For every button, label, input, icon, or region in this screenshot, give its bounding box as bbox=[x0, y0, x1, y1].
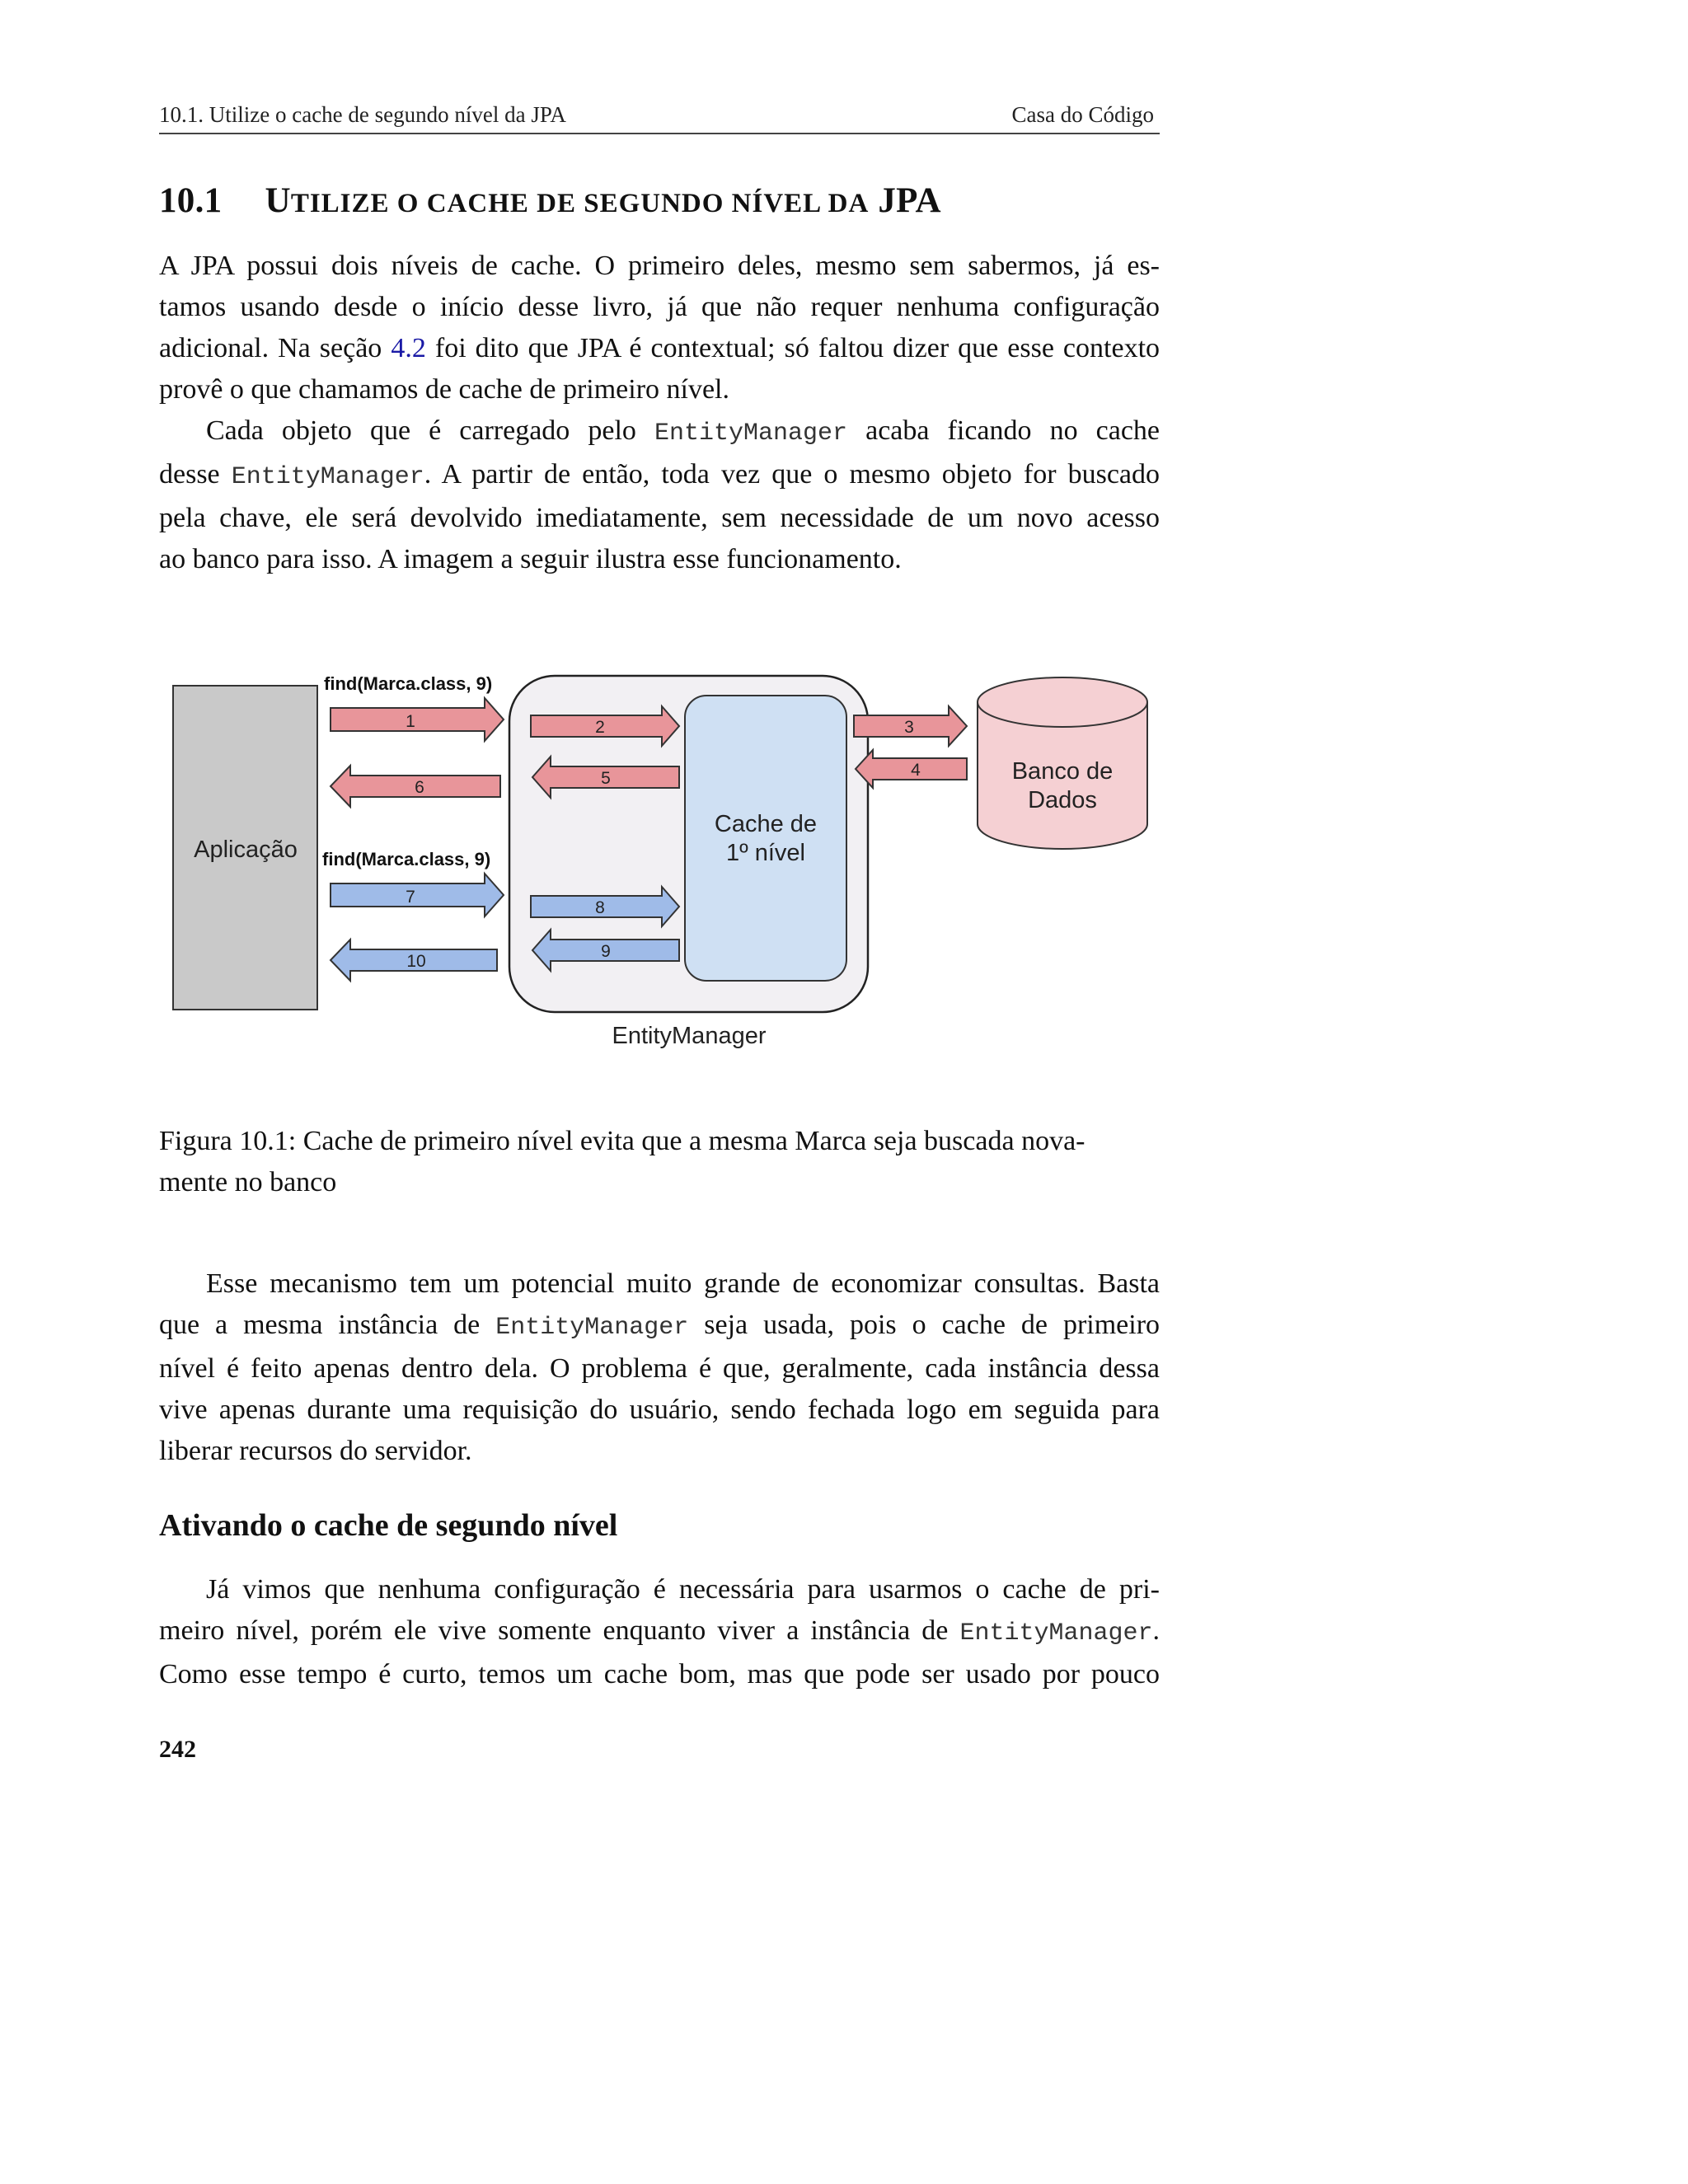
arrow-10-label: 10 bbox=[406, 952, 426, 971]
application-label: Aplicação bbox=[194, 837, 298, 863]
cache-label-line-2: 1º nível bbox=[725, 840, 806, 866]
figure-caption-line-2: mente no banco bbox=[159, 1167, 337, 1197]
arrow-8-label: 8 bbox=[595, 898, 605, 917]
p2-line-1-start: Cada objeto que é carregado pelo bbox=[206, 415, 636, 446]
find-call-label-1: find(Marca.class, 9) bbox=[324, 673, 493, 694]
arrow-2-label: 2 bbox=[595, 718, 605, 737]
paragraph-2-line-3: pela chave, ele será devolvido imediatamente, sem necessidade de um novo acesso bbox=[159, 503, 1160, 533]
running-header-book-title: Casa do Código bbox=[1011, 102, 1154, 127]
p2-line-1-end: acaba ficando no cache bbox=[865, 415, 1160, 446]
paragraph-1-line-2: tamos usando desde o início desse livro, já que não requer nenhuma configuração bbox=[159, 292, 1160, 322]
figure-caption bbox=[159, 1121, 1160, 1203]
p2-line-2-start: desse bbox=[159, 459, 220, 490]
page-number: 242 bbox=[159, 1736, 196, 1763]
section-4-2-link[interactable]: 4.2 bbox=[391, 333, 426, 363]
p4-line-2-start: meiro nível, porém ele vive somente enquanto viver a instância de bbox=[159, 1615, 949, 1646]
paragraph-3-line-2 bbox=[159, 1305, 1160, 1348]
paragraph-1 bbox=[159, 246, 1160, 410]
paragraph-1-line-3 bbox=[159, 328, 1160, 369]
entity-manager-code: EntityManager bbox=[231, 463, 424, 491]
database-label-line-2: Dados bbox=[1028, 787, 1097, 813]
p1-line-3-end: foi dito que JPA é contextual; só faltou dizer que esse contexto bbox=[434, 333, 1160, 363]
running-header-section: 10.1. Utilize o cache de segundo nível da JPA bbox=[159, 102, 566, 127]
arrow-4-label: 4 bbox=[911, 761, 921, 780]
arrow-5-label: 5 bbox=[601, 769, 611, 788]
paragraph-3-line-4: vive apenas durante uma requisição do usuário, sendo fechada logo em seguida para bbox=[159, 1394, 1160, 1425]
p1-line-3-start: adicional. Na seção bbox=[159, 333, 382, 363]
arrow-7-right bbox=[331, 874, 504, 916]
header-rule bbox=[159, 133, 1160, 134]
cache-label-line-1: Cache de bbox=[714, 811, 818, 837]
section-title-tail: JPA bbox=[878, 181, 941, 220]
cache-diagram bbox=[159, 659, 1160, 1055]
arrow-7-label: 7 bbox=[406, 888, 415, 907]
paragraph-3-line-3: nível é feito apenas dentro dela. O problema é que, geralmente, cada instância dessa bbox=[159, 1353, 1160, 1384]
database-label-line-1: Banco de bbox=[1011, 758, 1114, 785]
cache-box bbox=[685, 696, 846, 981]
figure-caption-line-1: Figura 10.1: Cache de primeiro nível evita que a mesma Marca seja buscada nova- bbox=[159, 1126, 1085, 1156]
paragraph-2 bbox=[159, 410, 1160, 580]
p3-line-2-end: seja usada, pois o cache de primeiro bbox=[704, 1310, 1160, 1340]
subsection-heading: Ativando o cache de segundo nível bbox=[159, 1508, 618, 1543]
entity-manager-code: EntityManager bbox=[495, 1314, 689, 1342]
cache-diagram-figure bbox=[159, 659, 1160, 1055]
section-number: 10.1 bbox=[159, 181, 223, 220]
p2-line-2-end: . A partir de então, toda vez que o mesmo objeto for buscado bbox=[424, 459, 1160, 490]
arrow-9-label: 9 bbox=[601, 942, 611, 961]
section-title-initial: U bbox=[265, 181, 291, 220]
arrow-6-label: 6 bbox=[415, 778, 424, 797]
arrow-3-label: 3 bbox=[904, 718, 914, 737]
paragraph-4-line-1: Já vimos que nenhuma configuração é necessária para usarmos o cache de pri- bbox=[206, 1574, 1160, 1605]
entity-manager-code: EntityManager bbox=[654, 419, 848, 448]
p3-line-2-start: que a mesma instância de bbox=[159, 1310, 481, 1340]
paragraph-2-line-1 bbox=[159, 410, 1160, 454]
find-call-label-2: find(Marca.class, 9) bbox=[322, 849, 491, 869]
section-title-rest: TILIZE O CACHE DE SEGUNDO NÍVEL DA bbox=[290, 189, 870, 218]
paragraph-3-line-1: Esse mecanismo tem um potencial muito grande de economizar consultas. Basta bbox=[206, 1268, 1160, 1299]
p4-line-2-end: . bbox=[1152, 1615, 1160, 1646]
paragraph-2-line-2 bbox=[159, 454, 1160, 498]
entity-manager-label: EntityManager bbox=[612, 1023, 767, 1049]
paragraph-4-line-3: Como esse tempo é curto, temos um cache bom, mas que pode ser usado por pouco bbox=[159, 1659, 1160, 1690]
paragraph-1-line-1: A JPA possui dois níveis de cache. O primeiro deles, mesmo sem sabermos, já es- bbox=[159, 251, 1160, 281]
entity-manager-code: EntityManager bbox=[959, 1619, 1153, 1647]
paragraph-2-line-4: ao banco para isso. A imagem a seguir ilustra esse funcionamento. bbox=[159, 544, 902, 574]
paragraph-1-line-4: provê o que chamamos de cache de primeiro nível. bbox=[159, 374, 730, 405]
paragraph-3 bbox=[159, 1263, 1160, 1472]
section-heading bbox=[159, 180, 941, 221]
arrow-1-right bbox=[331, 698, 504, 741]
paragraph-4 bbox=[159, 1569, 1160, 1695]
arrow-1-label: 1 bbox=[406, 712, 415, 731]
paragraph-4-line-2 bbox=[159, 1610, 1160, 1654]
paragraph-3-line-5: liberar recursos do servidor. bbox=[159, 1436, 472, 1466]
